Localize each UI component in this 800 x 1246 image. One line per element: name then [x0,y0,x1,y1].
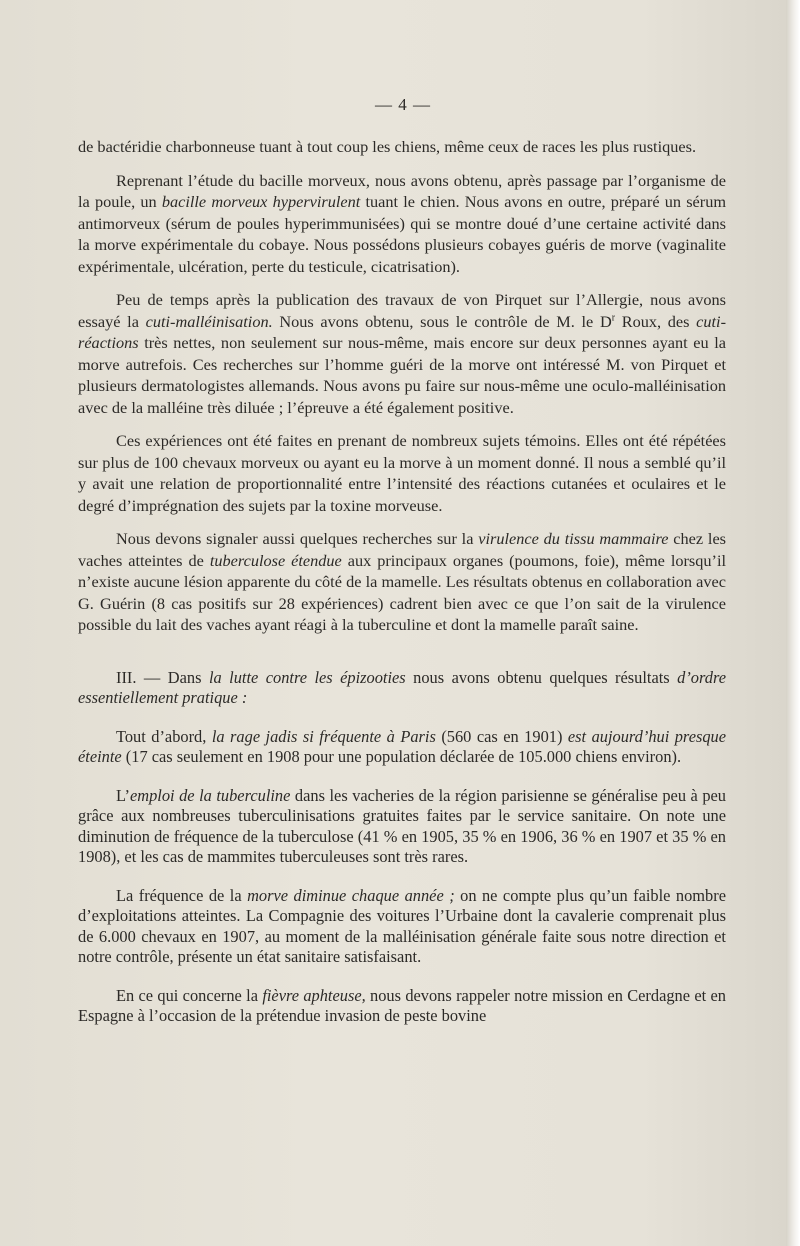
text-run: chez les vaches atteintes de [78,529,727,570]
paragraph [78,528,726,636]
italic-text: fièvre aphteuse, [262,985,366,1005]
paragraph [78,727,726,768]
document-body [78,136,726,1045]
text-run: Nous avons obtenu, sous le contrôle de M. le D [272,311,612,331]
text-run: Roux, des [615,311,697,331]
text-run: de bactéridie charbonneuse tuant à tout coup les chiens, même ceux de races les plus rustiques. [78,137,697,156]
italic-text: la lutte contre les épizooties [208,667,406,687]
italic-text: cuti-malléinisation. [145,311,273,331]
text-run: tuant le chien. Nous avons en outre, préparé un sérum antimorveux (sérum de poules hyperimmunisées) qui se montre doué d’une certaine activité dans la morve expérimentale du cobaye. Nous possédons plusieurs cobayes guéris de morve (vaginalite expérimentale, ulcération, perte du testicule, cicatrisation). [78,192,727,276]
text-run: Nous devons signaler aussi quelques recherches sur la [116,529,479,548]
text-run: III. — Dans [116,667,209,687]
text-run: dans les vacheries de la région parisienne se généralise peu à peu grâce aux nombreuses tuberculinisations gratuites faites par le service sanitaire. On note une diminution de fréquence de la tuberculose (41 % en 1905, 35 % en 1906, 36 % en 1907 et 35 % en 1908), et les cas de mammites tuberculeuses sont très rares. [78,785,726,866]
text-run: L’ [116,785,130,805]
text-run: Ces expériences ont été faites en prenant de nombreux sujets témoins. Elles ont été répétées sur plus de 100 chevaux morveux ou ayant eu la morve à un moment donné. Il nous a semblé qu’il y avait une relation de proportionnalité entre l’intensité des réactions cutanées et oculaires et le degré d’imprégnation des sujets par la toxine morveuse. [78,431,726,515]
paragraph [78,430,726,516]
text-run: nous devons rappeler notre mission en Cerdagne et en Espagne à l’occasion de la prétendue invasion de peste bovine [78,985,726,1025]
italic-text: tuberculose étendue [209,550,342,570]
italic-text: virulence du tissu mammaire [478,529,669,548]
text-run: (17 cas seulement en 1908 pour une population déclarée de 105.000 chiens environ). [121,747,682,766]
paragraph [78,289,726,418]
text-run: Tout d’abord, [116,726,212,746]
italic-text: cuti-réactions [78,311,727,352]
italic-text: emploi de la tuberculine [129,785,291,805]
italic-text: d’ordre essentiellement pratique : [78,667,726,707]
text-run: (560 cas en 1901) [435,726,568,746]
page-edge [786,0,800,1246]
text-run: Peu de temps après la publication des travaux de von Pirquet sur l’Allergie, nous avons essayé la [78,290,726,331]
page-number: — 4 — [375,95,431,114]
document-page [78,0,728,1246]
text-run: La fréquence de la [116,885,248,905]
text-run: on ne compte plus qu’un faible nombre d’exploitations atteintes. La Compagnie des voitures l’Urbaine dont la cavalerie comprenait plus de 6.000 chevaux en 1907, au moment de la malléinisation générale faite sous notre direction et notre contrôle, présente un état sanitaire satisfaisant. [78,885,726,966]
paragraph [78,136,726,158]
paragraph [78,170,726,278]
italic-text: morve diminue chaque année ; [247,885,455,905]
text-run: nous avons obtenu quelques résultats [405,667,678,687]
text-run: Reprenant l’étude du bacille morveux, nous avons obtenu, après passage par l’organisme de la poule, un [78,170,726,211]
italic-text: bacille morveux hypervirulent [161,192,361,211]
paragraph [78,786,726,868]
italic-text: la rage jadis si fréquente à Paris [211,726,436,746]
italic-text: est aujourd’hui presque éteinte [78,726,727,766]
paragraph [78,986,726,1027]
superscript-text: r [611,312,616,324]
text-run: En ce qui concerne la [116,985,263,1005]
text-run: très nettes, non seulement sur nous-même, mais encore sur deux personnes ayant eu la morve autrefois. Ces recherches sur l’homme guéri de la morve ont intéressé M. von Pirquet et plusieurs dermatologistes allemands. Nous avons pu faire sur nous-même une oculo-malléinisation avec de la malléine très diluée ; l’épreuve a été également positive. [78,333,726,417]
section-heading-paragraph [78,668,726,709]
paragraph [78,886,726,968]
text-run: aux principaux organes (poumons, foie), même lorsqu’il n’existe aucune lésion apparente du côté de la mamelle. Les résultats obtenus en collaboration avec G. Guérin (8 cas positifs sur 28 expériences) cadrent bien avec ce que l’on sait de la virulence possible du lait des vaches ayant réagi à la tuberculine et dont la mamelle paraît saine. [78,550,726,634]
